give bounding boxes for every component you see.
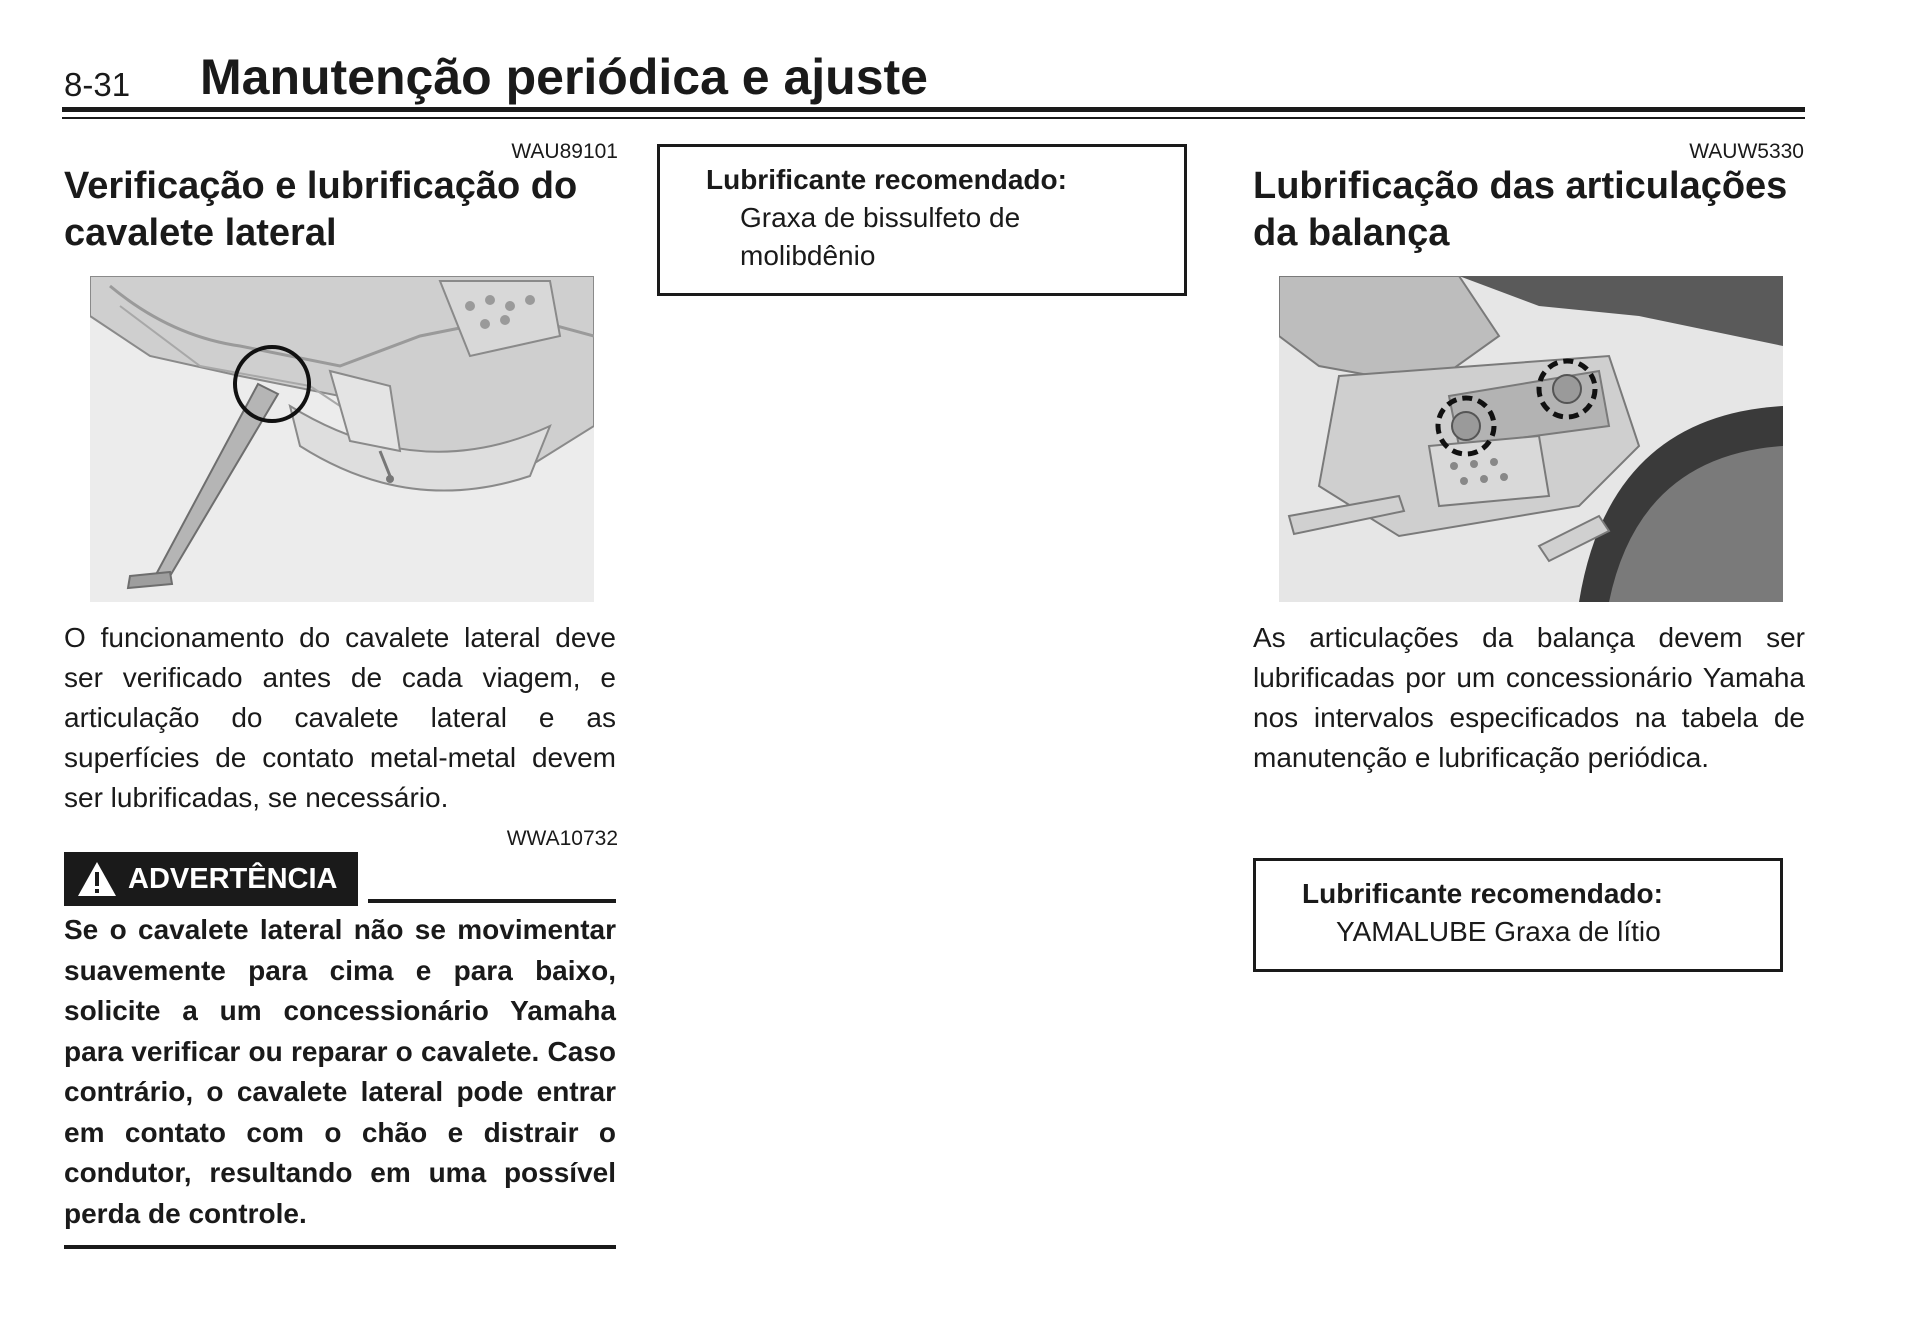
sidestand-figure: [90, 276, 594, 602]
right-title-line2: da balança: [1253, 212, 1450, 254]
lubricant-box-right: [1253, 858, 1783, 972]
right-section-code: WAUW5330: [1689, 140, 1804, 163]
right-section-heading: [1253, 163, 1813, 257]
lubricant-box-middle: [657, 144, 1187, 296]
header-rule: [62, 107, 1805, 112]
lubricant-label: Lubrificante recomendado:: [706, 164, 1067, 195]
warning-label: ADVERTÊNCIA: [128, 862, 338, 895]
warning-text: Se o cavalete lateral não se movimentar suavemente para cima e para baixo, solicite a um concessionário Yamaha para verificar ou reparar o cavalete. Caso contrário, o cavalete lateral pode entrar em contato com o chão e distrair o condutor, resultando em uma possível perda de controle.: [64, 914, 616, 1229]
right-body-text: As articulações da balança devem ser lubrificadas por um concessionário Yamaha nos intervalos especificados na tabela de manutenção e lubrificação periódica.: [1253, 622, 1805, 773]
left-section-code: WAU89101: [511, 140, 618, 163]
page-number: 8-31: [64, 66, 131, 103]
left-body-text: O funcionamento do cavalete lateral deve ser verificado antes de cada viagem, e articulação do cavalete lateral e as superfícies de contato metal-metal devem ser lubrificadas, se necessário.: [64, 622, 616, 813]
lubricant-value: Graxa de bissulfeto de molibdênio: [740, 202, 1021, 271]
warning-bottom-rule: [64, 1245, 616, 1249]
left-title-line1: Verificação e lubrificação do: [64, 165, 578, 207]
sidestand-pivot-illustration: [90, 276, 594, 602]
left-title-line2: cavalete lateral: [64, 212, 337, 254]
lubricant-value: YAMALUBE Graxa de lítio: [1336, 916, 1661, 947]
swingarm-figure: [1279, 276, 1783, 602]
page-title: Manutenção periódica e ajuste: [200, 49, 928, 105]
warning-code: WWA10732: [506, 827, 618, 850]
warning-triangle-icon: [76, 860, 118, 898]
right-title-line1: Lubrificação das articulações: [1253, 165, 1788, 207]
swingarm-pivot-illustration: [1279, 276, 1783, 602]
lubricant-label: Lubrificante recomendado:: [1302, 878, 1663, 909]
warning-rule: [368, 899, 616, 903]
header-rule-thin: [62, 117, 1805, 119]
left-section-heading: [64, 163, 624, 257]
warning-badge: [64, 852, 358, 906]
